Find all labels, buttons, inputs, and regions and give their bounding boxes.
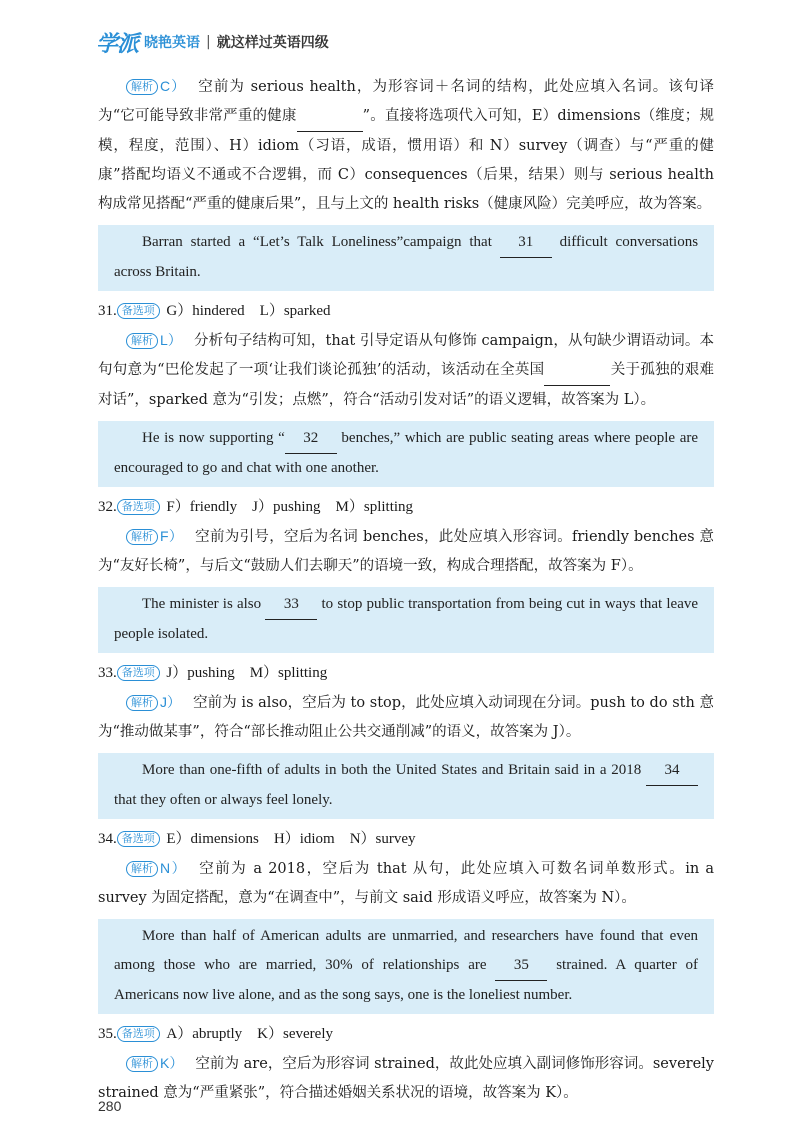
options-35 xyxy=(98,1020,714,1049)
analysis-31-text-b: 关于孤独的艰难对话”，sparked 意为“引发；点燃”，符合“活动引发对话”的语义逻辑，故答案为 L）。 xyxy=(98,362,714,408)
analysis-30 xyxy=(98,72,714,219)
answer-31: L） xyxy=(160,332,183,348)
options-32 xyxy=(98,493,714,522)
header-separator: | xyxy=(206,34,211,50)
page-content xyxy=(98,72,714,1108)
analysis-32 xyxy=(98,522,714,581)
blank-34: 34 xyxy=(646,756,698,786)
analysis-35-text: 空前为 are，空后为形容词 strained，故此处应填入副词修饰形容词。severely strained 意为“严重紧张”，符合描述婚姻关系状况的语境，故答案为 K）。 xyxy=(98,1056,714,1101)
analysis-tag: 解析 xyxy=(126,695,158,711)
book-title: 就这样过英语四级 xyxy=(216,35,329,51)
analysis-30-text-b: ”。直接将选项代入可知，E）dimensions（维度；规模，程度，范围）、H）idiom（习语，成语，惯用语）和 N）survey（调查）与“严重的健康”搭配均语义不通或不合逻辑，而 C）consequences（后果，结果）则与 serious health 构成常见搭配“严重的健康后果”，且与上文的 health risks（健康风险）完美呼应，故为答案。 xyxy=(98,108,714,212)
options-tag: 备选项 xyxy=(117,303,160,319)
analysis-tag: 解析 xyxy=(126,79,158,95)
passage-32-after: benches,” which are public seating areas where people are encouraged to go and chat with one another. xyxy=(114,430,698,476)
analysis-tag: 解析 xyxy=(126,861,158,877)
options-tag: 备选项 xyxy=(117,831,160,847)
passage-31-before: Barran started a “Let’s Talk Loneliness”campaign that xyxy=(142,234,492,250)
options-34 xyxy=(98,825,714,854)
passage-31-after: difficult conversations across Britain. xyxy=(114,234,699,280)
options-32-list: F）friendly J）pushing M）splitting xyxy=(166,499,414,515)
analysis-tag: 解析 xyxy=(126,1056,158,1072)
passage-32-before: He is now supporting “ xyxy=(142,430,285,446)
passage-35-before: More than half of American adults are unmarried, and researchers have found that even among those who are married, 30% of relationships are xyxy=(114,928,698,973)
item-number-32: 32. xyxy=(98,499,117,515)
item-number-31: 31. xyxy=(98,303,117,319)
blank-33: 33 xyxy=(265,590,317,620)
options-tag: 备选项 xyxy=(117,665,160,681)
translation-blank xyxy=(297,102,363,132)
passage-box-32 xyxy=(98,421,714,487)
passage-box-33 xyxy=(98,587,714,653)
passage-35-after: strained. A quarter of Americans now live alone, and as the song says, one is the loneliest number. xyxy=(114,957,699,1003)
analysis-tag: 解析 xyxy=(126,529,158,545)
analysis-34 xyxy=(98,854,714,913)
options-35-list: A）abruptly K）severely xyxy=(166,1026,333,1042)
answer-33: J） xyxy=(160,694,182,710)
translation-blank xyxy=(544,356,610,386)
analysis-32-text: 空前为引号，空后为名词 benches，此处应填入形容词。friendly benches 意为“友好长椅”，与后文“鼓励人们去聊天”的语境一致，构成合理搭配，故答案为 F）。 xyxy=(98,529,714,574)
page-header xyxy=(96,22,329,62)
analysis-34-text: 空前为 a 2018，空后为 that 从句，此处应填入可数名词单数形式。in a survey 为固定搭配，意为“在调查中”，与前文 said 形成语义呼应，故答案为 N）。 xyxy=(98,861,714,906)
item-number-35: 35. xyxy=(98,1026,117,1042)
item-number-34: 34. xyxy=(98,831,117,847)
item-number-33: 33. xyxy=(98,665,117,681)
analysis-tag: 解析 xyxy=(126,333,158,349)
passage-33-before: The minister is also xyxy=(142,596,262,612)
options-34-list: E）dimensions H）idiom N）survey xyxy=(166,831,416,847)
analysis-33-text: 空前为 is also，空后为 to stop，此处应填入动词现在分词。push to do sth 意为“推动做某事”，符合“部长推动阻止公共交通削减”的语义，故答案为 J）。 xyxy=(98,695,714,740)
answer-32: F） xyxy=(160,528,184,544)
analysis-31 xyxy=(98,326,714,415)
options-33-list: J）pushing M）splitting xyxy=(166,665,328,681)
passage-box-35 xyxy=(98,919,714,1014)
answer-34: N） xyxy=(160,860,188,876)
analysis-30-text-a: 空前为 serious health，为形容词＋名词的结构，此处应填入名词。该句译为“它可能导致非常严重的健康 xyxy=(98,79,714,124)
passage-34-after: that they often or always feel lonely. xyxy=(114,792,333,808)
blank-31: 31 xyxy=(500,228,552,258)
brand-name: 晓艳英语 xyxy=(144,35,201,51)
passage-box-34 xyxy=(98,753,714,819)
analysis-31-text-a: 分析句子结构可知，that 引导定语从句修饰 campaign，从句缺少谓语动词。本句句意为“巴伦发起了一项‘让我们谈论孤独’的活动，该活动在全英国 xyxy=(98,333,714,378)
page-number: 280 xyxy=(98,1098,122,1114)
publisher-logo: 学派 xyxy=(96,31,139,57)
options-tag: 备选项 xyxy=(117,499,160,515)
blank-35: 35 xyxy=(495,951,547,981)
passage-34-before: More than one-fifth of adults in both the United States and Britain said in a 2018 xyxy=(142,762,642,778)
answer-30: C） xyxy=(160,78,187,94)
analysis-35 xyxy=(98,1049,714,1108)
passage-box-31 xyxy=(98,225,714,291)
blank-32: 32 xyxy=(285,424,337,454)
analysis-33 xyxy=(98,688,714,747)
options-31-list: G）hindered L）sparked xyxy=(166,303,331,319)
options-33 xyxy=(98,659,714,688)
answer-35: K） xyxy=(160,1055,184,1071)
options-tag: 备选项 xyxy=(117,1026,160,1042)
passage-33-after: to stop public transportation from being cut in ways that leave people isolated. xyxy=(114,596,699,642)
options-31 xyxy=(98,297,714,326)
